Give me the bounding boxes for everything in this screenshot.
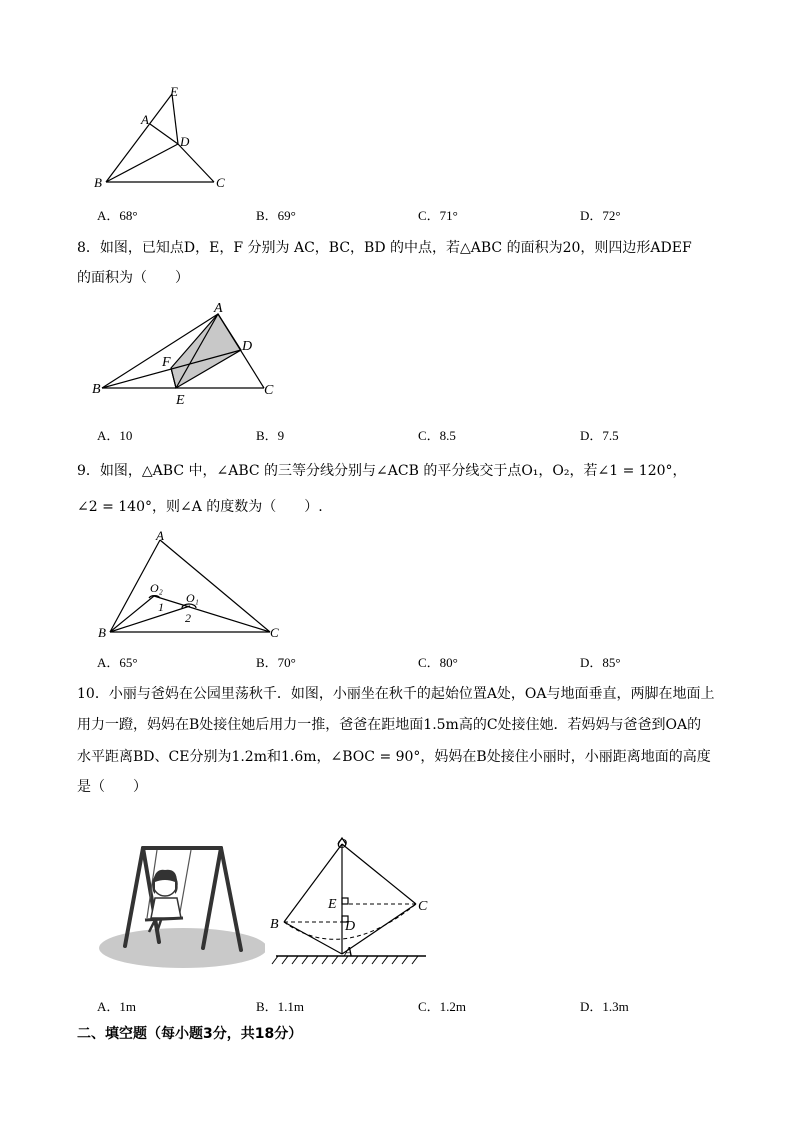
q10-option-c: C．1.2m (418, 999, 467, 1014)
q10-question-line3: 水平距离BD、CE分别为1.2m和1.6m，∠BOC = 90°，妈妈在B处接住小丽时，小丽距离地面的高度 (77, 749, 711, 765)
q8-option-d: D．7.5 (580, 428, 619, 443)
q9-label-angle1: 1 (158, 600, 164, 614)
q8-label-e: E (176, 393, 185, 408)
q8-question-line1: 8．如图，已知点D，E，F 分别为 AC，BC，BD 的中点，若△ABC 的面积为20，则四边形ADEF (77, 240, 692, 256)
q7-label-e: E (170, 84, 178, 99)
q9-label-a: A (156, 528, 164, 543)
q8-shaded-quadrilateral (171, 314, 241, 388)
q10-label-b: B (270, 917, 279, 932)
q9-figure (90, 526, 290, 642)
q8-option-a: A．10 (97, 428, 133, 443)
q8-question-line2: 的面积为（ ） (77, 270, 189, 286)
q8-label-f: F (162, 355, 171, 370)
q10-question-line1: 10．小丽与爸妈在公园里荡秋千．如图，小丽坐在秋千的起始位置A处，OA与地面垂直，两脚在地面上 (77, 686, 715, 702)
q9-label-o2: O₂ (150, 581, 163, 595)
q9-label-angle2: 2 (185, 611, 191, 625)
q9-option-c: C．80° (418, 655, 458, 670)
q10-question-line4: 是（ ） (77, 779, 147, 795)
q7-option-d: D．72° (580, 208, 621, 223)
q9-question-line2: ∠2 = 140°，则∠A 的度数为（ ）. (77, 499, 323, 515)
q10-label-d: D (345, 919, 356, 934)
section-heading-fill-in: 二、填空题（每小题3分，共18分） (77, 1026, 303, 1042)
q7-figure (88, 82, 248, 194)
q9-option-d: D．85° (580, 655, 621, 670)
q7-label-c: C (216, 175, 225, 190)
q9-label-o1: O₁ (186, 591, 199, 605)
q9-option-a: A．65° (97, 655, 138, 670)
q9-option-b: B．70° (256, 655, 296, 670)
q10-swing-illustration (95, 838, 265, 970)
q8-label-b: B (92, 382, 101, 397)
q9-label-b: B (98, 625, 106, 640)
q10-geometry-figure (266, 834, 436, 968)
q10-option-a: A．1m (97, 999, 137, 1014)
q8-label-a: A (214, 301, 223, 316)
q7-option-b: B．69° (256, 208, 296, 223)
q8-option-c: C．8.5 (418, 428, 456, 443)
q7-option-c: C．71° (418, 208, 458, 223)
q8-option-b: B．9 (256, 428, 285, 443)
q8-label-d: D (242, 339, 253, 354)
q7-label-b: B (94, 175, 102, 190)
q8-figure (88, 300, 288, 410)
q7-label-d: D (180, 134, 190, 149)
q10-label-c: C (418, 899, 428, 914)
q7-label-a: A (141, 112, 149, 127)
q10-label-e: E (328, 897, 337, 912)
q8-label-c: C (264, 383, 274, 398)
q7-option-a: A．68° (97, 208, 138, 223)
q10-label-o: O (337, 837, 348, 852)
q10-question-line2: 用力一蹬，妈妈在B处接住她后用力一推，爸爸在距地面1.5m高的C处接住她．若妈妈与爸爸到OA的 (77, 717, 702, 733)
q10-option-d: D．1.3m (580, 999, 629, 1014)
q9-label-c: C (270, 625, 279, 640)
q10-label-a: A (344, 945, 353, 960)
q9-question-line1: 9．如图，△ABC 中，∠ABC 的三等分线分别与∠ACB 的平分线交于点O₁，O₂，若∠1 = 120°， (77, 463, 687, 479)
q10-option-b: B．1.1m (256, 999, 305, 1014)
